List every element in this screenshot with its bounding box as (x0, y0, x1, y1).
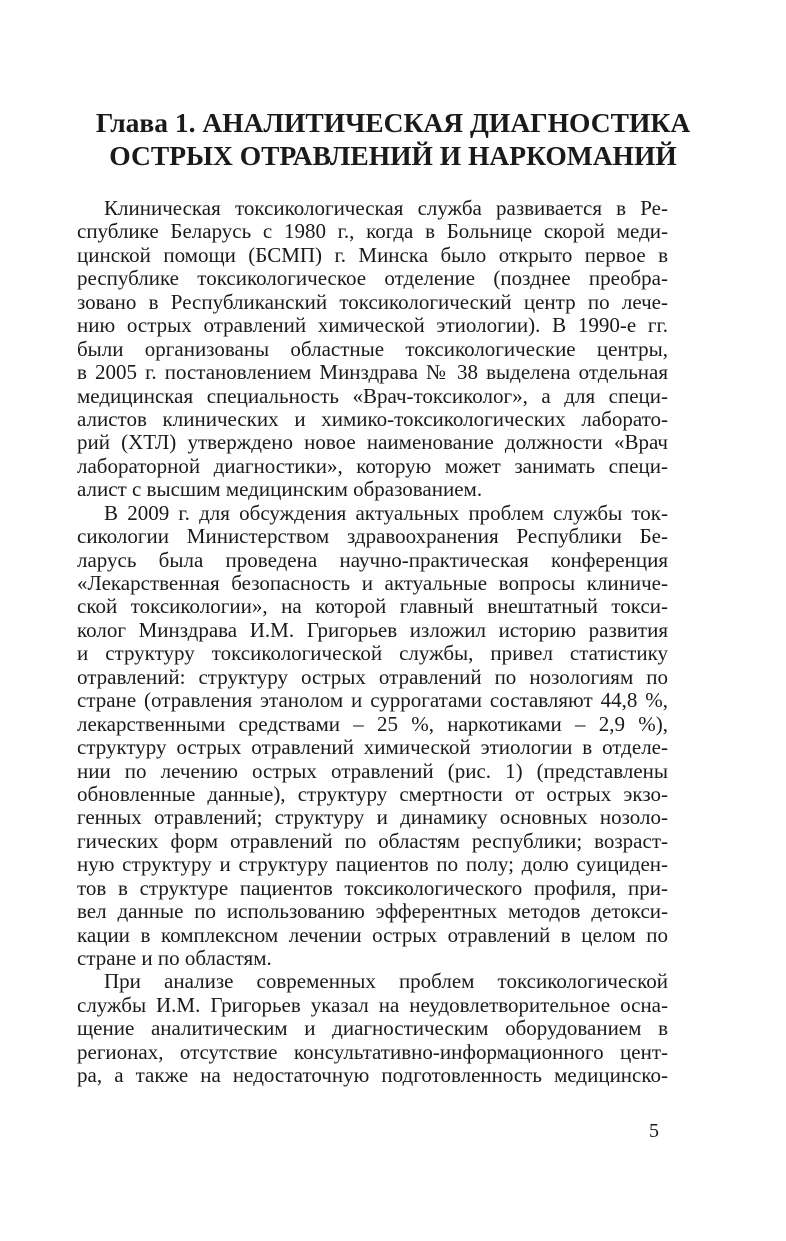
text-line: тов в структуре пациентов токсикологического профиля, при- (77, 875, 668, 900)
text-line: структуру острых отравлений химической этиологии в отделе- (77, 735, 668, 760)
text-line: зовано в Республиканский токсикологический центр по лече- (77, 289, 668, 314)
text-line: ларусь была проведена научно-практическая конференция (77, 547, 668, 572)
paragraph (77, 502, 668, 971)
text-line: в 2005 г. постановлением Минздрава № 38 выделена отдельная (77, 360, 668, 385)
text-line: ской токсикологии», на которой главный внештатный токси- (77, 594, 668, 619)
text-line: щение аналитическим и диагностическим оборудованием в (77, 1016, 668, 1041)
chapter-title-line-2: ОСТРЫХ ОТРАВЛЕНИЙ И НАРКОМАНИЙ (109, 140, 677, 171)
text-line: В 2009 г. для обсуждения актуальных проблем службы ток- (104, 500, 668, 525)
text-line: кации в комплексном лечении острых отравлений в целом по (77, 922, 668, 947)
text-line: ра, а также на недостаточную подготовленность медицинско- (77, 1063, 668, 1088)
text-line: лабораторной диагностики», которую может занимать специ- (77, 453, 668, 478)
body-text (77, 197, 668, 1088)
text-line: стране и по областям. (77, 946, 272, 970)
text-line: При анализе современных проблем токсикологической (104, 969, 668, 994)
text-line: стране (отравления этанолом и суррогатами составляют 44,8 %, (77, 688, 668, 713)
text-line: гических форм отравлений по областям республики; возраст- (77, 828, 668, 853)
text-line: лекарственными средствами – 25 %, наркотиками – 2,9 %), (77, 711, 668, 736)
text-line: нии по лечению острых отравлений (рис. 1) (представлены (77, 758, 668, 783)
text-line: обновленные данные), структуру смертности от острых экзо- (77, 781, 668, 806)
text-line: республике токсикологическое отделение (позднее преобра- (77, 266, 668, 291)
chapter-title (60, 106, 726, 172)
page-number: 5 (649, 1120, 659, 1142)
text-line: сикологии Министерством здравоохранения Республики Бе- (77, 524, 668, 549)
text-line: алист с высшим медицинским образованием. (77, 477, 483, 502)
text-line: ную структуру и структуру пациентов по полу; долю суициден- (77, 852, 668, 877)
text-line: вел данные по использованию эфферентных методов детокси- (77, 899, 668, 924)
text-line: Клиническая токсикологическая служба развивается в Ре- (104, 196, 668, 220)
chapter-title-line-1: Глава 1. АНАЛИТИЧЕСКАЯ ДИАГНОСТИКА (95, 107, 691, 138)
text-line: регионах, отсутствие консультативно-информационного цент- (77, 1039, 668, 1064)
text-line: «Лекарственная безопасность и актуальные вопросы клиниче- (77, 571, 668, 595)
text-line: медицинская специальность «Врач-токсиколог», а для специ- (77, 383, 668, 408)
text-line: алистов клинических и химико-токсикологических лаборато- (77, 406, 668, 431)
text-line: отравлений: структуру острых отравлений по нозологиям по (77, 664, 668, 689)
text-line: службы И.М. Григорьев указал на неудовлетворительное осна- (77, 992, 668, 1017)
paragraph (77, 197, 668, 502)
text-line: нию острых отравлений химической этиологии). В 1990-е гг. (77, 313, 668, 338)
text-line: спублике Беларусь с 1980 г., когда в Больнице скорой меди- (77, 219, 668, 244)
paragraph (77, 970, 668, 1087)
text-line: колог Минздрава И.М. Григорьев изложил историю развития (77, 617, 668, 642)
text-line: и структуру токсикологической службы, привел статистику (77, 641, 668, 666)
text-line: цинской помощи (БСМП) г. Минска было открыто первое в (77, 242, 668, 267)
text-line: рий (ХТЛ) утверждено новое наименование должности «Врач (77, 430, 668, 455)
text-line: были организованы областные токсикологические центры, (77, 336, 668, 361)
text-line: генных отравлений; структуру и динамику основных нозоло- (77, 805, 668, 830)
